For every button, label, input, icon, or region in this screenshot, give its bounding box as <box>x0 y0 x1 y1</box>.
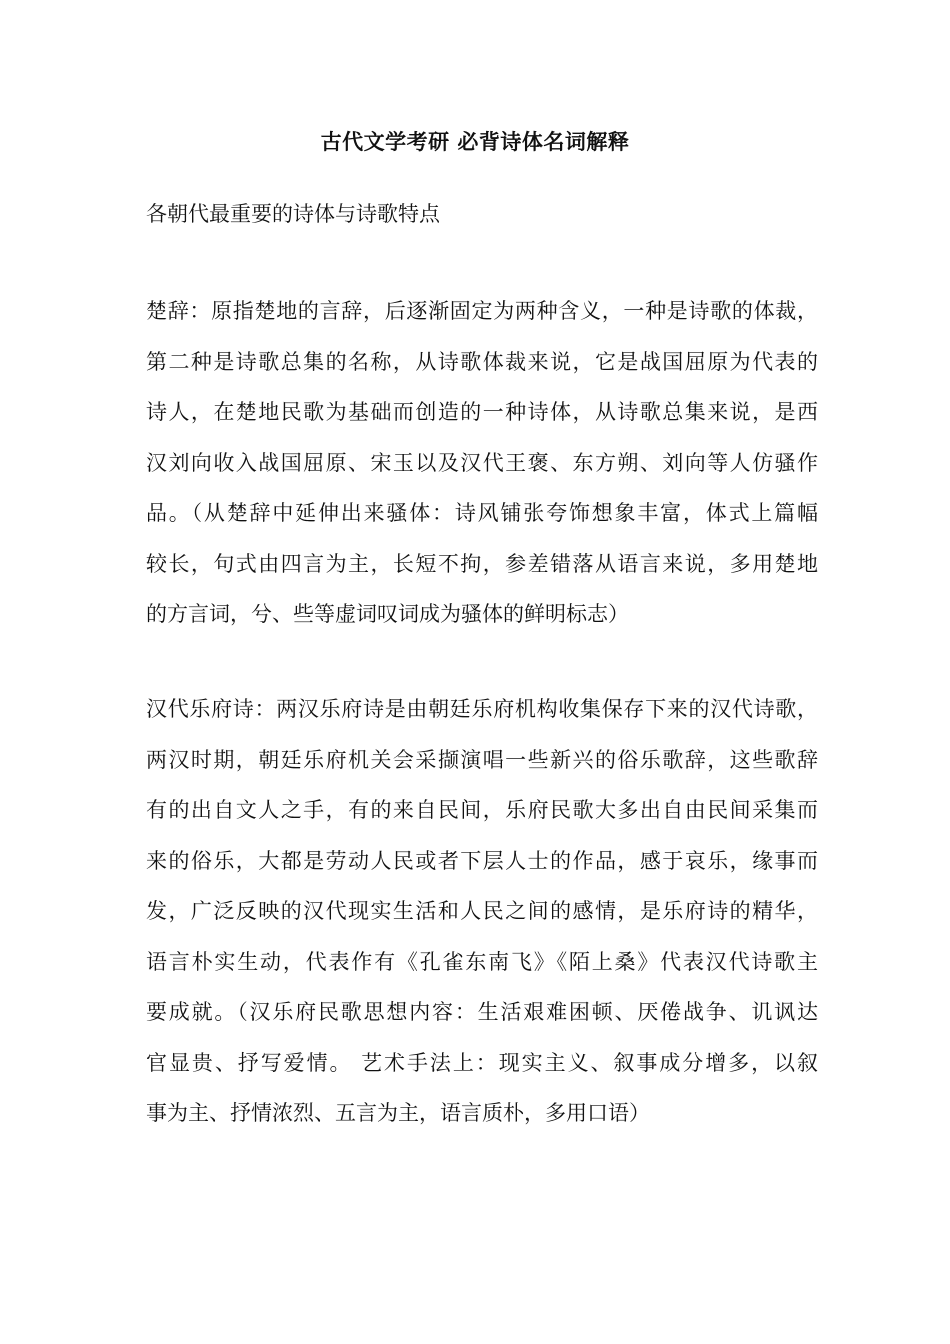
paragraph-line: 发，广泛反映的汉代现实生活和人民之间的感情，是乐府诗的精华， <box>146 899 818 923</box>
paragraph-line: 有的出自文人之手，有的来自民间，乐府民歌大多出自由民间采集而 <box>146 798 818 822</box>
paragraph-line: 的方言词，兮、些等虚词叹词成为骚体的鲜明标志） <box>146 602 629 626</box>
paragraph-line: 品。（从楚辞中延伸出来骚体：诗风铺张夸饰想象丰富，体式上篇幅 <box>146 501 818 525</box>
paragraph-line: 楚辞：原指楚地的言辞，后逐渐固定为两种含义，一种是诗歌的体裁， <box>146 299 818 323</box>
document-title: 古代文学考研 必背诗体名词解释 <box>320 129 630 154</box>
paragraph-line: 汉刘向收入战国屈原、宋玉以及汉代王褒、东方朔、刘向等人仿骚作 <box>146 450 818 475</box>
document-subtitle: 各朝代最重要的诗体与诗歌特点 <box>146 202 440 226</box>
paragraph-line: 诗人，在楚地民歌为基础而创造的一种诗体，从诗歌总集来说，是西 <box>146 400 818 424</box>
paragraph-line: 要成就。（汉乐府民歌思想内容：生活艰难困顿、厌倦战争、讥讽达 <box>146 1000 818 1024</box>
paragraph-line: 官显贵、抒写爱情。 艺术手法上：现实主义、叙事成分增多，以叙 <box>146 1050 818 1075</box>
paragraph-line: 语言朴实生动，代表作有《孔雀东南飞》《陌上桑》代表汉代诗歌主 <box>146 949 818 974</box>
paragraph-line: 事为主、抒情浓烈、五言为主，语言质朴，多用口语） <box>146 1101 650 1125</box>
paragraph-chuci <box>146 286 818 640</box>
paragraph-line: 第二种是诗歌总集的名称，从诗歌体裁来说，它是战国屈原为代表的 <box>146 349 818 374</box>
paragraph-line: 较长，句式由四言为主，长短不拘，参差错落从语言来说，多用楚地 <box>146 551 818 576</box>
paragraph-line: 两汉时期，朝廷乐府机关会采撷演唱一些新兴的俗乐歌辞，这些歌辞 <box>146 747 818 772</box>
paragraph-yuefu <box>146 684 818 1139</box>
paragraph-line: 来的俗乐，大都是劳动人民或者下层人士的作品，感于哀乐，缘事而 <box>146 848 818 873</box>
paragraph-line: 汉代乐府诗：两汉乐府诗是由朝廷乐府机构收集保存下来的汉代诗歌， <box>146 697 818 721</box>
